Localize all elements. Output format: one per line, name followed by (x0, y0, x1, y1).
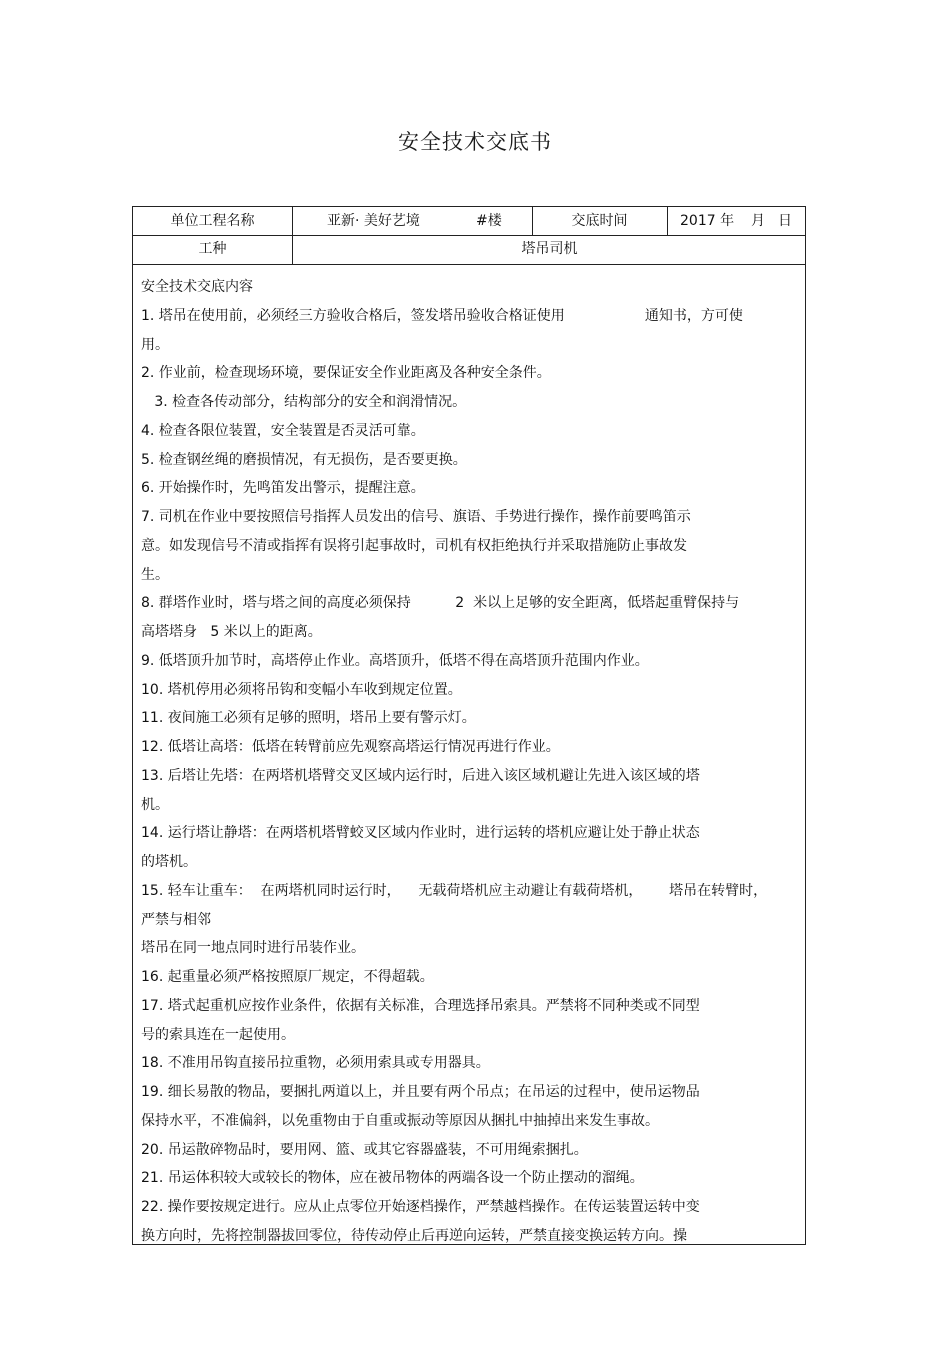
content-line: 9. 低塔顶升加节时，高塔停止作业。高塔顶升，低塔不得在高塔顶升范围内作业。 (141, 652, 649, 669)
row-divider (133, 264, 805, 265)
content-line: 11. 夜间施工必须有足够的照明，塔吊上要有警示灯。 (141, 710, 476, 727)
content-line: 严禁与相邻 (141, 911, 211, 928)
content-line: 4. 检查各限位装置，安全装置是否灵活可靠。 (141, 422, 425, 439)
content-line: 1. 塔吊在使用前，必须经三方验收合格后，签发塔吊验收合格证使用 通知书，方可使 (141, 307, 743, 324)
content-line: 3. 检查各传动部分，结构部分的安全和润滑情况。 (141, 394, 467, 410)
content-line: 6. 开始操作时，先鸣笛发出警示，提醒注意。 (141, 480, 425, 497)
content-line: 10. 塔机停用必须将吊钩和变幅小车收到规定位置。 (141, 681, 462, 698)
content-line: 8. 群塔作业时，塔与塔之间的高度必须保持 2 米以上足够的安全距离，低塔起重臂保持与 (141, 595, 740, 612)
project-name-value: 亚新· 美好艺境 (327, 213, 420, 229)
content-line: 20. 吊运散碎物品时，要用网、篮、或其它容器盛装，不可用绳索捆扎。 (141, 1141, 588, 1158)
disclosure-date-day: 日 (778, 213, 792, 229)
content-heading: 安全技术交底内容 (141, 279, 253, 295)
content-line: 高塔塔身 5 米以上的距离。 (141, 624, 322, 640)
content-line: 塔吊在同一地点同时进行吊装作业。 (141, 940, 365, 957)
disclosure-date-label: 交底时间 (571, 213, 628, 229)
content-line: 13. 后塔让先塔：在两塔机塔臂交叉区域内运行时，后进入该区域机避让先进入该区域的塔 (141, 767, 700, 784)
content-line: 用。 (141, 336, 169, 353)
content-line: 的塔机。 (141, 854, 197, 870)
content-line: 意。如发现信号不清或指挥有误将引起事故时，司机有权拒绝执行并采取措施防止事故发 (141, 537, 687, 554)
content-line: 18. 不准用吊钩直接吊拉重物，必须用索具或专用器具。 (141, 1055, 490, 1072)
disclosure-table (132, 206, 806, 1245)
project-name-label: 单位工程名称 (170, 213, 255, 229)
building-number-value: #楼 (476, 213, 502, 229)
content-line: 12. 低塔让高塔：低塔在转臂前应先观察高塔运行情况再进行作业。 (141, 739, 560, 755)
content-line: 7. 司机在作业中要按照信号指挥人员发出的信号、旗语、手势进行操作，操作前要鸣笛示 (141, 509, 691, 525)
disclosure-date-year: 2017 年 (680, 213, 735, 229)
trade-value: 塔吊司机 (521, 241, 578, 257)
document-title: 安全技术交底书 (398, 130, 552, 154)
content-line: 21. 吊运体积较大或较长的物体，应在被吊物体的两端各设一个防止摆动的溜绳。 (141, 1170, 644, 1187)
content-line: 17. 塔式起重机应按作业条件，依据有关标准，合理选择吊索具。严禁将不同种类或不同型 (141, 997, 700, 1014)
content-line: 19. 细长易散的物品，要捆扎两道以上，并且要有两个吊点；在吊运的过程中，使吊运物品 (141, 1084, 700, 1100)
content-line: 2. 作业前，检查现场环境，要保证安全作业距离及各种安全条件。 (141, 365, 551, 382)
content-line: 号的索具连在一起使用。 (141, 1026, 295, 1043)
content-line: 机。 (141, 796, 169, 813)
column-divider (667, 207, 668, 235)
content-line: 15. 轻车让重车： 在两塔机同时运行时， 无载荷塔机应主动避让有载荷塔机， 塔吊在转臂时， (141, 882, 768, 899)
content-line: 14. 运行塔让静塔：在两塔机塔臂蛟叉区域内作业时，进行运转的塔机应避让处于静止状态 (141, 825, 700, 842)
content-line: 16. 起重量必须严格按照原厂规定，不得超载。 (141, 969, 434, 985)
content-line: 22. 操作要按规定进行。应从止点零位开始逐档操作，严禁越档操作。在传运装置运转中变 (141, 1199, 700, 1215)
disclosure-content (141, 273, 801, 1251)
content-line: 保持水平，不准偏斜，以免重物由于自重或振动等原因从捆扎中抽掉出来发生事故。 (141, 1112, 659, 1129)
content-line: 生。 (141, 566, 169, 583)
trade-label: 工种 (198, 241, 227, 257)
disclosure-date-month: 月 (751, 213, 765, 229)
content-line: 换方向时，先将控制器拔回零位，待传动停止后再逆向运转，严禁直接变换运转方向。操 (141, 1227, 687, 1244)
content-line: 5. 检查钢丝绳的磨损情况，有无损伤，是否要更换。 (141, 451, 467, 468)
